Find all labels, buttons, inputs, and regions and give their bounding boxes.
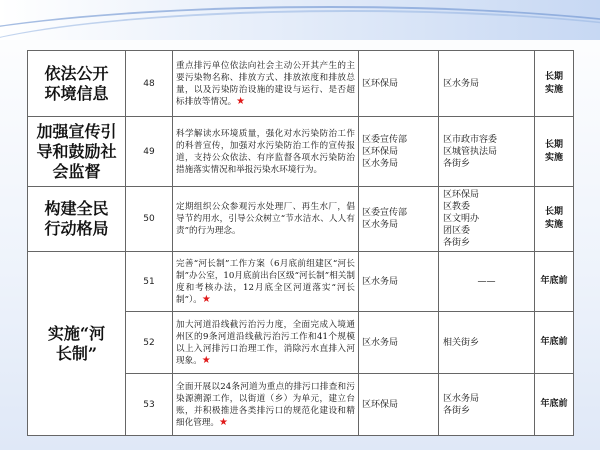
description-text: 加大河道沿线截污治污力度，全面完成入境通州区的9条河道沿线截污治污工作和41个规模以上入河排污口治理工作，消除污水直排入河现象。	[176, 319, 355, 366]
time-limit	[535, 187, 574, 252]
description-text: 重点排污单位依法向社会主动公开其产生的主要污染物名称、排放方式、排放浓度和排放总量，以及污染防治设施的建设与运行、是否超标排放等情况。	[176, 60, 355, 107]
item-number: 48	[126, 51, 173, 117]
item-description: 科学解读水环境质量，强化对水污染防治工作的科普宣传，加强对水污染防治工作的宣传报道，支持公众依法、有序监督各项水污染防治措施落实情况和举报污染水环境行为。	[173, 117, 359, 187]
category-label: 构建全民行动格局	[44, 199, 109, 238]
table-row	[28, 117, 574, 187]
star-icon: ★	[201, 293, 211, 305]
category-label: 加强宣传引导和鼓励社会监督	[36, 121, 117, 181]
star-icon: ★	[201, 354, 211, 366]
lead-unit: 区水务局	[359, 312, 439, 374]
cooperating-unit: 相关街乡	[439, 312, 535, 374]
cooperating-unit: 区水务局 各街乡	[439, 374, 535, 436]
lead-unit: 区水务局	[359, 252, 439, 312]
time-text: 长期实施	[544, 71, 563, 95]
time-text: 长期实施	[544, 139, 563, 163]
star-icon: ★	[236, 95, 246, 107]
item-description	[173, 252, 359, 312]
cooperating-unit: 区环保局 区教委 区文明办 团区委 各街乡	[439, 187, 535, 252]
item-description	[173, 374, 359, 436]
item-description: 定期组织公众参观污水处理厂、再生水厂，倡导节约用水，引导公众树立“节水洁水、人人有责”的行为理念。	[173, 187, 359, 252]
category-cell	[28, 252, 126, 436]
cooperating-unit: 区市政市容委 区城管执法局 各街乡	[439, 117, 535, 187]
star-icon: ★	[218, 416, 228, 428]
category-cell	[28, 187, 126, 252]
table-row	[28, 252, 574, 312]
time-limit: 年底前	[535, 374, 574, 436]
cooperating-unit: 区水务局	[439, 51, 535, 117]
lead-unit: 区环保局	[359, 51, 439, 117]
table-row	[28, 51, 574, 117]
time-limit: 年底前	[535, 312, 574, 374]
time-limit	[535, 51, 574, 117]
cooperating-unit: ——	[439, 252, 535, 312]
item-number: 51	[126, 252, 173, 312]
lead-unit: 区委宣传部 区水务局	[359, 187, 439, 252]
item-description	[173, 312, 359, 374]
time-limit: 年底前	[535, 252, 574, 312]
item-number: 53	[126, 374, 173, 436]
category-label: 依法公开环境信息	[44, 63, 109, 103]
category-cell	[28, 117, 126, 187]
table-row	[28, 187, 574, 252]
item-number: 52	[126, 312, 173, 374]
lead-unit: 区委宣传部 区环保局 区水务局	[359, 117, 439, 187]
category-cell	[28, 51, 126, 117]
time-text: 长期实施	[544, 207, 563, 230]
category-label: 实施“河长制”	[47, 323, 106, 363]
time-limit	[535, 117, 574, 187]
item-description	[173, 51, 359, 117]
lead-unit: 区环保局	[359, 374, 439, 436]
description-text: 全面开展以24条河道为重点的排污口排查和污染源溯源工作，以街道（乡）为单元，建立台账，并积极推进各类排污口的规范化建设和精细化管理。	[176, 381, 355, 428]
description-text: 完善“河长制”工作方案（6月底前组建区“河长制”办公室，10月底前出台区级“河长制”相关制度和考核办法，12月底全区河道落实“河长制”）。	[176, 258, 355, 305]
item-number: 50	[126, 187, 173, 252]
item-number: 49	[126, 117, 173, 187]
measures-table	[27, 50, 574, 436]
